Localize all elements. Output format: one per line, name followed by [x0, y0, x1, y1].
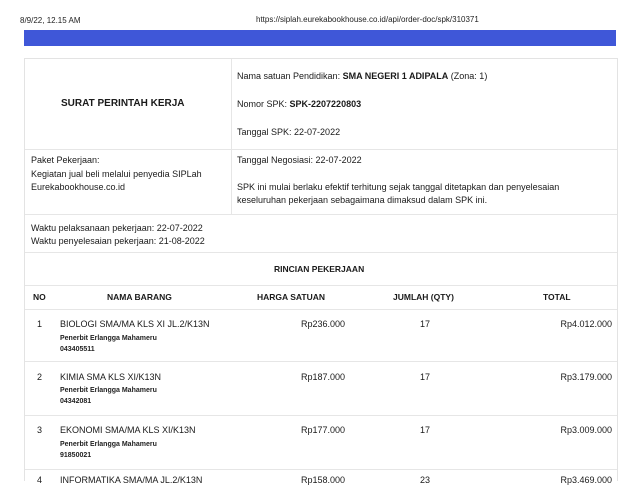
row-unit-price: Rp187.000	[300, 372, 345, 382]
document-title: SURAT PERINTAH KERJA	[61, 98, 185, 109]
row-divider	[25, 469, 617, 470]
school-label: Nama satuan Pendidikan:	[237, 71, 341, 81]
spk-note-line-2: keseluruhan pekerjaan sebagaimana dimaksud dalam SPK ini.	[237, 195, 488, 205]
row-item-name: BIOLOGI SMA/MA KLS XI JL.2/K13N	[60, 319, 210, 329]
negotiation-date: Tanggal Negosiasi: 22-07-2022	[237, 155, 362, 165]
row-divider	[25, 415, 617, 416]
school-info	[237, 71, 487, 81]
row-divider	[25, 309, 617, 310]
print-url: https://siplah.eurekabookhouse.co.id/api/order-doc/spk/310371	[256, 15, 479, 24]
package-label: Paket Pekerjaan:	[31, 155, 100, 165]
row-qty: 17	[419, 425, 430, 435]
header-total: TOTAL	[543, 292, 571, 302]
start-date: Waktu pelaksanaan pekerjaan: 22-07-2022	[31, 223, 203, 233]
spk-label: Nomor SPK:	[237, 99, 288, 109]
row-divider	[25, 149, 617, 150]
row-code: 043405511	[60, 346, 95, 353]
row-item-name: INFORMATIKA SMA/MA JL.2/K13N	[60, 475, 203, 485]
spk-date: Tanggal SPK: 22-07-2022	[237, 127, 341, 137]
row-divider	[25, 285, 617, 286]
print-header	[0, 0, 640, 26]
row-no: 2	[37, 372, 43, 382]
print-datetime: 8/9/22, 12.15 AM	[20, 16, 81, 25]
package-line-2: Eurekabookhouse.co.id	[31, 182, 126, 192]
row-no: 3	[37, 425, 43, 435]
column-divider	[231, 149, 232, 214]
row-divider	[25, 252, 617, 253]
row-qty: 23	[419, 475, 430, 485]
row-qty: 17	[419, 319, 430, 329]
header-no: NO	[33, 292, 46, 302]
row-item-name: KIMIA SMA KLS XI/K13N	[60, 372, 162, 382]
spk-note-line-1: SPK ini mulai berlaku efektif terhitung sejak tanggal ditetapkan dan penyelesaian	[237, 182, 560, 192]
end-date: Waktu penyelesaian pekerjaan: 21-08-2022	[31, 236, 205, 246]
row-total: Rp3.009.000	[560, 425, 612, 435]
row-total: Rp3.179.000	[560, 372, 612, 382]
header-qty: JUMLAH (QTY)	[393, 292, 454, 302]
school-name: SMA NEGERI 1 ADIPALA	[342, 71, 449, 81]
spk-number	[237, 99, 361, 109]
header-item-name: NAMA BARANG	[107, 292, 172, 302]
row-qty: 17	[419, 372, 430, 382]
row-no: 1	[37, 319, 43, 329]
row-publisher: Penerbit Erlangga Mahameru	[60, 387, 157, 394]
row-unit-price: Rp158.000	[300, 475, 345, 485]
row-unit-price: Rp236.000	[300, 319, 345, 329]
package-line-1: Kegiatan jual beli melalui penyedia SIPLah	[31, 169, 202, 179]
row-no: 4	[37, 475, 43, 485]
row-code: 04342081	[60, 398, 92, 405]
row-publisher: Penerbit Erlangga Mahameru	[60, 441, 157, 448]
row-item-name: EKONOMI SMA/MA KLS XI/K13N	[60, 425, 196, 435]
school-zone: (Zona: 1)	[450, 71, 488, 81]
row-divider	[25, 361, 617, 362]
column-divider	[231, 59, 232, 149]
details-title: RINCIAN PEKERJAAN	[274, 264, 365, 274]
header-unit-price: HARGA SATUAN	[257, 292, 325, 302]
spk-value: SPK-2207220803	[289, 99, 362, 109]
row-publisher: Penerbit Erlangga Mahameru	[60, 335, 157, 342]
row-total: Rp3.469.000	[560, 475, 612, 485]
row-code: 91850021	[60, 452, 92, 459]
row-unit-price: Rp177.000	[300, 425, 345, 435]
row-divider	[25, 214, 617, 215]
header-accent-bar	[24, 30, 616, 46]
row-total: Rp4.012.000	[560, 319, 612, 329]
spk-document	[24, 58, 618, 485]
